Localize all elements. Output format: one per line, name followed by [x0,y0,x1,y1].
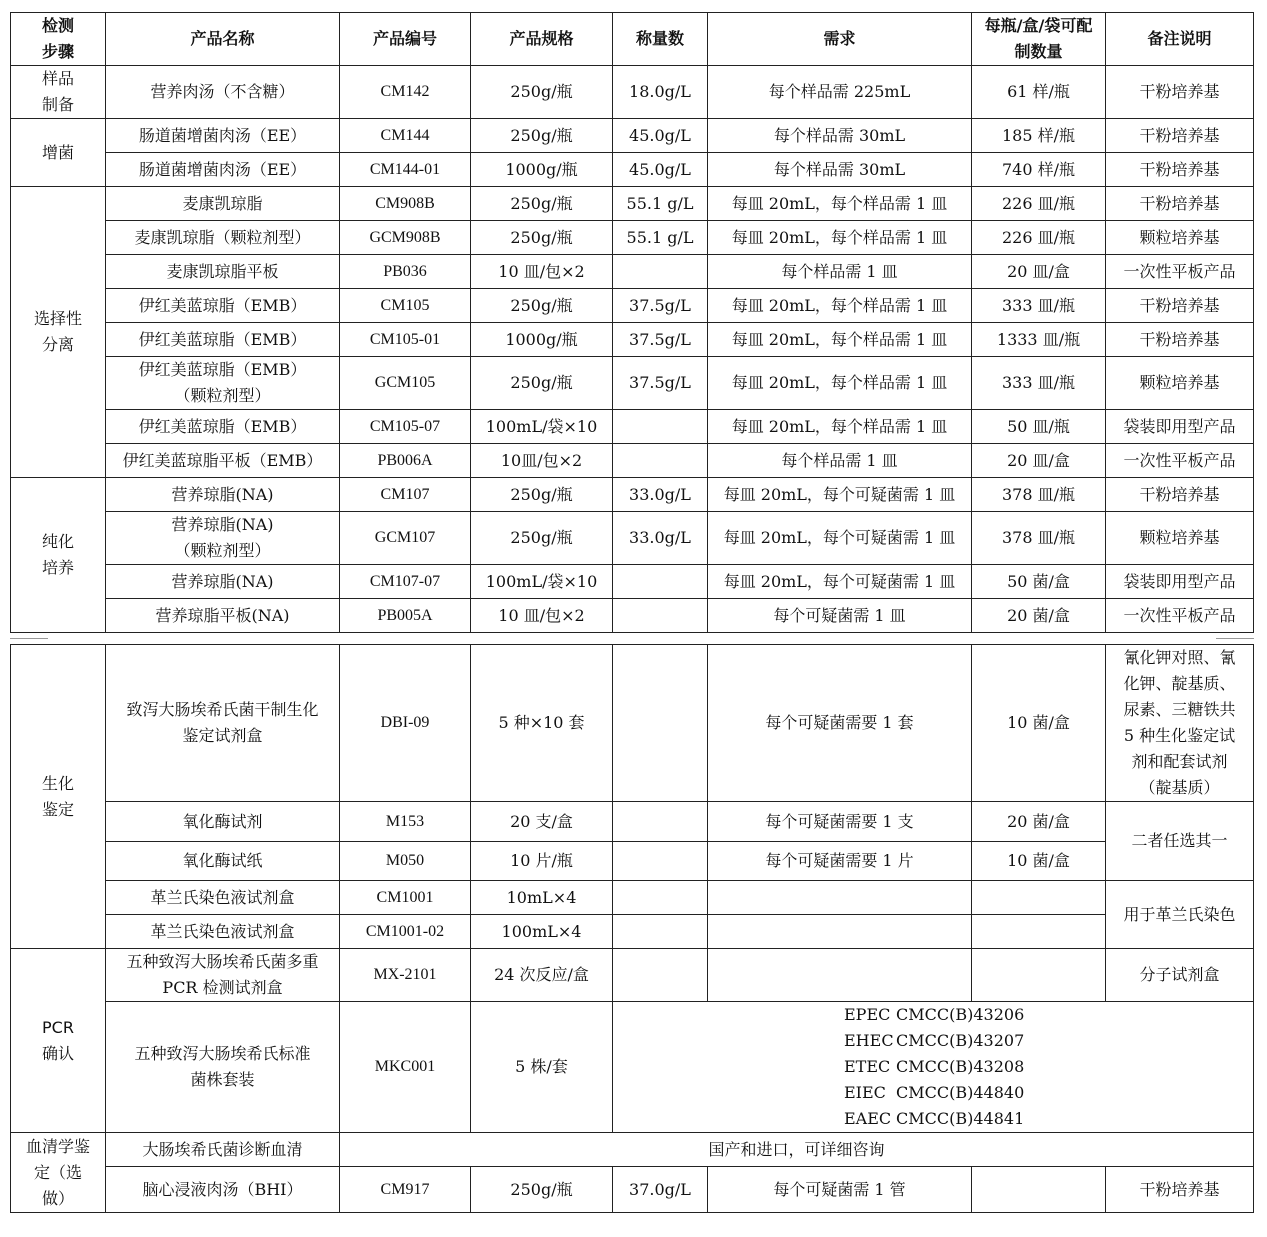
quantity-value: 1333 皿/瓶 [972,323,1106,357]
need-text: 每个可疑菌需要 1 套 [708,645,972,802]
need-text: 每个样品需 1 皿 [708,444,972,478]
product-name: 营养琼脂平板(NA) [106,599,340,633]
product-spec: 20 支/盒 [471,802,613,842]
product-name: 伊红美蓝琼脂（EMB） （颗粒剂型） [106,357,340,410]
weight-value [613,842,708,881]
table-row [11,13,1254,66]
note-text: 袋装即用型产品 [1106,410,1254,444]
step-label: 增菌 [11,119,106,187]
note-text: 一次性平板产品 [1106,255,1254,289]
need-text: 每个样品需 30mL [708,153,972,187]
quantity-value: 10 菌/盒 [972,645,1106,802]
header-product-code: 产品编号 [340,13,471,66]
product-spec: 250g/瓶 [471,221,613,255]
product-spec: 1000g/瓶 [471,153,613,187]
quantity-value: 50 菌/盒 [972,565,1106,599]
quantity-value: 50 皿/瓶 [972,410,1106,444]
table-row [11,949,1254,1002]
step-label: 纯化 培养 [11,478,106,633]
step-label: PCR 确认 [11,949,106,1133]
product-spec: 250g/瓶 [471,1167,613,1213]
product-name: 营养琼脂(NA) （颗粒剂型） [106,512,340,565]
product-code: MKC001 [340,1002,471,1133]
need-text [708,949,972,1002]
product-code: GCM105 [340,357,471,410]
note-text: 干粉培养基 [1106,119,1254,153]
quantity-value: 20 菌/盒 [972,599,1106,633]
quantity-value: 10 菌/盒 [972,842,1106,881]
table-row [11,153,1254,187]
need-text: 每个样品需 1 皿 [708,255,972,289]
table-row [11,565,1254,599]
table-row [11,512,1254,565]
product-code: PB005A [340,599,471,633]
need-text: 每个样品需 225mL [708,66,972,119]
product-code: CM908B [340,187,471,221]
quantity-value: 20 菌/盒 [972,802,1106,842]
product-name: 麦康凯琼脂 [106,187,340,221]
weight-value: 33.0g/L [613,512,708,565]
need-text: 每皿 20mL，每个样品需 1 皿 [708,289,972,323]
page-break-mark-left [10,628,48,639]
note-text: 颗粒培养基 [1106,512,1254,565]
product-name: 营养肉汤（不含糖） [106,66,340,119]
need-text [708,881,972,915]
product-code: DBI-09 [340,645,471,802]
product-name: 伊红美蓝琼脂平板（EMB） [106,444,340,478]
need-text: 每个可疑菌需要 1 支 [708,802,972,842]
product-name: 氧化酶试剂 [106,802,340,842]
product-spec: 250g/瓶 [471,187,613,221]
table-row [11,66,1254,119]
product-code: CM105-07 [340,410,471,444]
product-spec: 250g/瓶 [471,357,613,410]
strain-list [613,1002,1254,1133]
strain-name: ETEC [844,1057,891,1076]
note-text: 干粉培养基 [1106,187,1254,221]
weight-value: 45.0g/L [613,153,708,187]
weight-value: 55.1 g/L [613,221,708,255]
product-spec: 250g/瓶 [471,66,613,119]
quantity-value [972,1167,1106,1213]
table-row [11,119,1254,153]
weight-value [613,565,708,599]
step-label: 生化 鉴定 [11,645,106,949]
strain-name: EPEC [844,1005,891,1024]
product-spec: 5 株/套 [471,1002,613,1133]
weight-value [613,881,708,915]
product-code: GCM107 [340,512,471,565]
weight-value: 37.5g/L [613,323,708,357]
product-spec: 250g/瓶 [471,478,613,512]
product-code: CM917 [340,1167,471,1213]
table-row [11,599,1254,633]
product-spec: 10mL×4 [471,881,613,915]
quantity-value [972,881,1106,915]
table-row [11,289,1254,323]
strain-code: CMCC(B)43206 [896,1005,1025,1024]
need-text: 每皿 20mL，每个可疑菌需 1 皿 [708,565,972,599]
weight-value [613,915,708,949]
product-spec: 10 皿/包×2 [471,255,613,289]
product-table-part2 [10,644,1254,1213]
product-name: 五种致泻大肠埃希氏菌多重 PCR 检测试剂盒 [106,949,340,1002]
product-name: 伊红美蓝琼脂（EMB） [106,323,340,357]
product-name: 肠道菌增菌肉汤（EE） [106,153,340,187]
strain-code: CMCC(B)44841 [896,1109,1025,1128]
note-text: 颗粒培养基 [1106,357,1254,410]
table-row [11,915,1254,949]
table-row [11,881,1254,915]
strain-item [616,1106,1250,1132]
product-code: GCM908B [340,221,471,255]
step-label: 血清学鉴 定（选 做） [11,1133,106,1213]
product-name: 脑心浸液肉汤（BHI） [106,1167,340,1213]
table-row [11,255,1254,289]
weight-value: 55.1 g/L [613,187,708,221]
product-spec: 250g/瓶 [471,512,613,565]
quantity-value: 185 样/瓶 [972,119,1106,153]
need-text: 每皿 20mL，每个可疑菌需 1 皿 [708,478,972,512]
table-row [11,802,1254,842]
quantity-value: 226 皿/瓶 [972,187,1106,221]
need-text: 每皿 20mL，每个可疑菌需 1 皿 [708,512,972,565]
note-text: 干粉培养基 [1106,66,1254,119]
quantity-value [972,915,1106,949]
table-row [11,645,1254,802]
need-text: 每皿 20mL，每个样品需 1 皿 [708,323,972,357]
strain-item [616,1002,1250,1028]
product-name: 营养琼脂(NA) [106,478,340,512]
weight-value: 37.5g/L [613,357,708,410]
product-spec: 10皿/包×2 [471,444,613,478]
product-code: PB036 [340,255,471,289]
note-text: 用于革兰氏染色 [1106,881,1254,949]
product-name: 五种致泻大肠埃希氏标准 菌株套装 [106,1002,340,1133]
product-name: 革兰氏染色液试剂盒 [106,881,340,915]
product-code: CM107 [340,478,471,512]
product-spec: 100mL×4 [471,915,613,949]
note-text: 干粉培养基 [1106,478,1254,512]
note-text: 一次性平板产品 [1106,444,1254,478]
weight-value: 33.0g/L [613,478,708,512]
quantity-value: 378 皿/瓶 [972,478,1106,512]
strain-code: CMCC(B)44840 [896,1083,1025,1102]
strain-item [616,1080,1250,1106]
table-row [11,221,1254,255]
note-text: 分子试剂盒 [1106,949,1254,1002]
header-weight: 称量数 [613,13,708,66]
strain-item [616,1054,1250,1080]
header-quantity: 每瓶/盒/袋可配 制数量 [972,13,1106,66]
product-code: CM144 [340,119,471,153]
product-code: CM1001-02 [340,915,471,949]
product-code: M050 [340,842,471,881]
need-text: 每皿 20mL，每个样品需 1 皿 [708,187,972,221]
weight-value: 37.0g/L [613,1167,708,1213]
product-code: CM105 [340,289,471,323]
header-product-name: 产品名称 [106,13,340,66]
note-text: 颗粒培养基 [1106,221,1254,255]
quantity-value [972,949,1106,1002]
product-spec: 100mL/袋×10 [471,565,613,599]
product-name: 麦康凯琼脂（颗粒剂型） [106,221,340,255]
strain-item [616,1028,1250,1054]
need-text: 每皿 20mL，每个样品需 1 皿 [708,410,972,444]
note-text: 干粉培养基 [1106,1167,1254,1213]
quantity-value: 20 皿/盒 [972,255,1106,289]
weight-value [613,255,708,289]
note-text: 氰化钾对照、氰 化钾、靛基质、 尿素、三糖铁共 5 种生化鉴定试 剂和配套试剂 （靛基质） [1106,645,1254,802]
product-code: MX-2101 [340,949,471,1002]
note-text: 袋装即用型产品 [1106,565,1254,599]
quantity-value: 378 皿/瓶 [972,512,1106,565]
product-name: 营养琼脂(NA) [106,565,340,599]
table-row [11,410,1254,444]
product-spec: 1000g/瓶 [471,323,613,357]
strain-name: EAEC [844,1109,892,1128]
product-spec: 10 皿/包×2 [471,599,613,633]
product-name: 肠道菌增菌肉汤（EE） [106,119,340,153]
header-need: 需求 [708,13,972,66]
quantity-value: 61 样/瓶 [972,66,1106,119]
weight-value [613,949,708,1002]
table-row [11,357,1254,410]
table-row [11,323,1254,357]
note-text: 干粉培养基 [1106,289,1254,323]
serum-merged-note: 国产和进口，可详细咨询 [340,1133,1254,1167]
quantity-value: 740 样/瓶 [972,153,1106,187]
product-code: CM105-01 [340,323,471,357]
product-name: 致泻大肠埃希氏菌干制生化 鉴定试剂盒 [106,645,340,802]
note-text: 二者任选其一 [1106,802,1254,881]
header-step: 检测 步骤 [11,13,106,66]
need-text [708,915,972,949]
quantity-value: 333 皿/瓶 [972,357,1106,410]
table-row [11,1133,1254,1167]
product-code: M153 [340,802,471,842]
quantity-value: 333 皿/瓶 [972,289,1106,323]
need-text: 每皿 20mL，每个样品需 1 皿 [708,357,972,410]
product-spec: 250g/瓶 [471,289,613,323]
weight-value [613,410,708,444]
product-name: 大肠埃希氏菌诊断血清 [106,1133,340,1167]
note-text: 干粉培养基 [1106,153,1254,187]
product-name: 伊红美蓝琼脂（EMB） [106,410,340,444]
need-text: 每个可疑菌需 1 皿 [708,599,972,633]
product-code: CM144-01 [340,153,471,187]
header-spec: 产品规格 [471,13,613,66]
product-code: CM142 [340,66,471,119]
product-spec: 100mL/袋×10 [471,410,613,444]
weight-value [613,444,708,478]
product-name: 革兰氏染色液试剂盒 [106,915,340,949]
header-note: 备注说明 [1106,13,1254,66]
need-text: 每个样品需 30mL [708,119,972,153]
weight-value [613,645,708,802]
quantity-value: 20 皿/盒 [972,444,1106,478]
product-spec: 10 片/瓶 [471,842,613,881]
weight-value [613,599,708,633]
product-spec: 24 次反应/盒 [471,949,613,1002]
product-table-part1 [10,12,1254,633]
note-text: 一次性平板产品 [1106,599,1254,633]
strain-name: EIEC [844,1083,886,1102]
product-name: 伊红美蓝琼脂（EMB） [106,289,340,323]
product-spec: 5 种×10 套 [471,645,613,802]
weight-value: 18.0g/L [613,66,708,119]
quantity-value: 226 皿/瓶 [972,221,1106,255]
page-break-mark-right [1216,628,1254,639]
strain-code: CMCC(B)43208 [896,1057,1025,1076]
product-code: PB006A [340,444,471,478]
product-spec: 250g/瓶 [471,119,613,153]
need-text: 每皿 20mL，每个样品需 1 皿 [708,221,972,255]
need-text: 每个可疑菌需 1 管 [708,1167,972,1213]
table-row [11,1167,1254,1213]
strain-code: CMCC(B)43207 [896,1031,1025,1050]
product-name: 麦康凯琼脂平板 [106,255,340,289]
product-name: 氧化酶试纸 [106,842,340,881]
product-code: CM1001 [340,881,471,915]
strain-name: EHEC [844,1031,894,1050]
table-row [11,187,1254,221]
weight-value [613,802,708,842]
step-label: 选择性 分离 [11,187,106,478]
table-row [11,842,1254,881]
table-row [11,1002,1254,1133]
need-text: 每个可疑菌需要 1 片 [708,842,972,881]
note-text: 干粉培养基 [1106,323,1254,357]
table-row [11,478,1254,512]
weight-value: 45.0g/L [613,119,708,153]
table-row [11,444,1254,478]
product-code: CM107-07 [340,565,471,599]
step-label: 样品 制备 [11,66,106,119]
weight-value: 37.5g/L [613,289,708,323]
